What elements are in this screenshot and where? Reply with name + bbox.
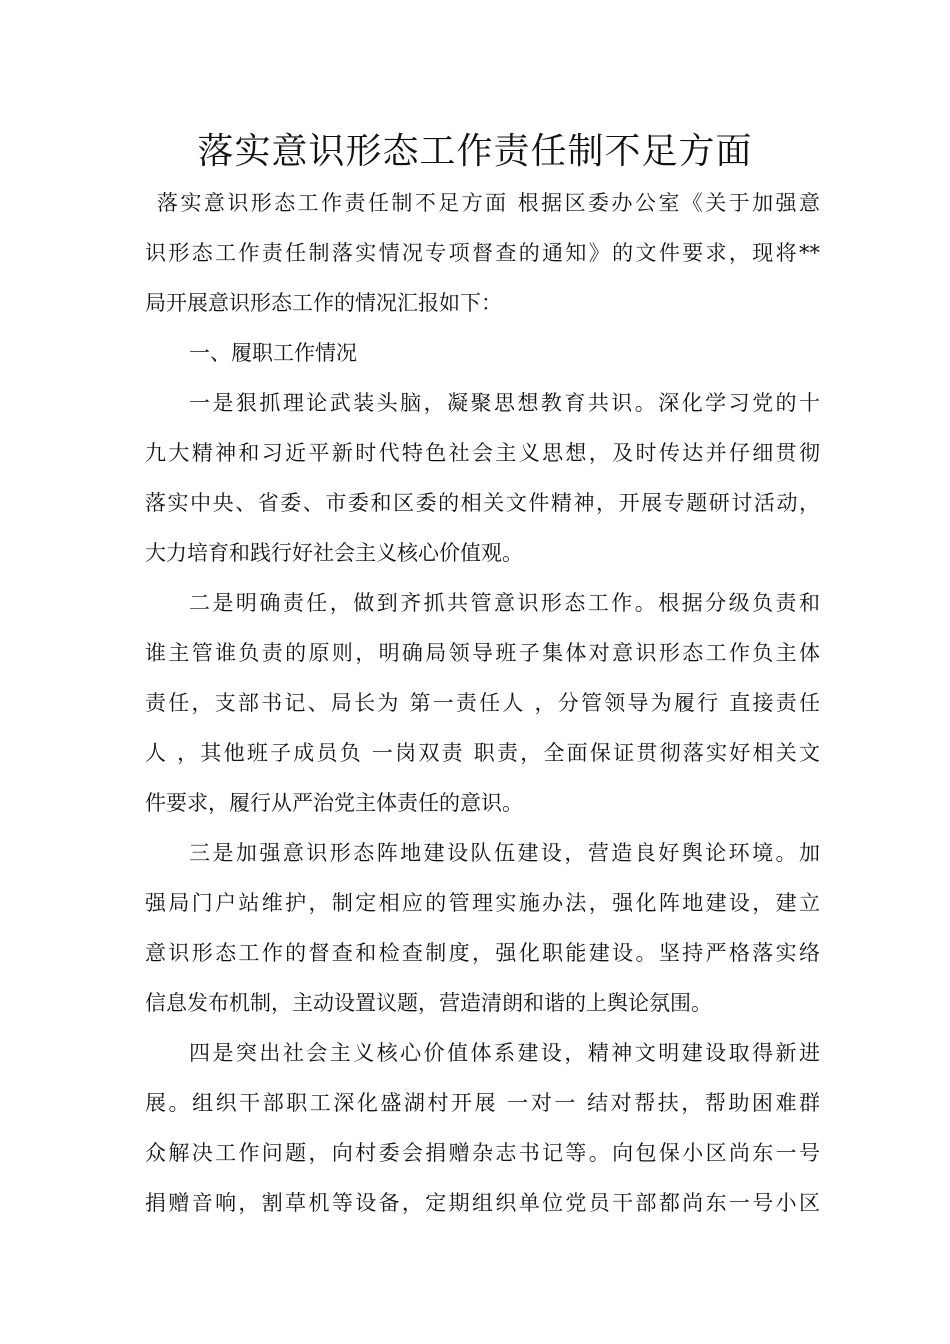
text-line: 四是突出社会主义核心价值体系建设，精神文明建设取得新进 (189, 1041, 820, 1065)
text-line: 众解决工作问题，向村委会捐赠杂志书记等。向包保小区尚东一号 (145, 1141, 820, 1165)
text-line: 落实中央、省委、市委和区委的相关文件精神，开展专题研讨活动， (145, 491, 820, 515)
text-line: 件要求，履行从严治党主体责任的意识。 (145, 791, 523, 815)
text-line: 意识形态工作的督查和检查制度，强化职能建设。坚持严格落实络 (145, 941, 820, 965)
text-line: 强局门户站维护，制定相应的管理实施办法，强化阵地建设，建立 (145, 891, 820, 915)
document-title: 落实意识形态工作责任制不足方面 (197, 131, 753, 172)
text-line: 捐赠音响，割草机等设备，定期组织单位党员干部都尚东一号小区 (145, 1191, 820, 1215)
text-line: 一、履职工作情况 (189, 341, 357, 365)
text-line: 一是狠抓理论武装头脑，凝聚思想教育共识。深化学习党的十 (189, 391, 820, 415)
text-line: 九大精神和习近平新时代特色社会主义思想，及时传达并仔细贯彻 (145, 441, 820, 465)
text-line: 局开展意识形态工作的情况汇报如下： (145, 291, 502, 315)
text-line: 二是明确责任，做到齐抓共管意识形态工作。根据分级负责和 (189, 591, 820, 615)
document-body (145, 178, 820, 1228)
text-line: 信息发布机制，主动设置议题，营造清朗和谐的上舆论氛围。 (145, 991, 712, 1015)
text-line: 落实意识形态工作责任制不足方面 根据区委办公室《关于加强意 (157, 191, 820, 215)
text-line: 人 ，其他班子成员负 一岗双责 职责，全面保证贯彻落实好相关文 (145, 741, 820, 765)
text-line: 责任，支部书记、局长为 第一责任人 ，分管领导为履行 直接责任 (145, 691, 820, 715)
text-line: 三是加强意识形态阵地建设队伍建设，营造良好舆论环境。加 (189, 841, 820, 865)
text-line: 大力培育和践行好社会主义核心价值观。 (145, 541, 523, 565)
text-line: 谁主管谁负责的原则，明确局领导班子集体对意识形态工作负主体 (145, 641, 820, 665)
text-line: 识形态工作责任制落实情况专项督查的通知》的文件要求，现将** (145, 241, 820, 265)
text-line: 展。组织干部职工深化盛湖村开展 一对一 结对帮扶，帮助困难群 (145, 1091, 820, 1115)
